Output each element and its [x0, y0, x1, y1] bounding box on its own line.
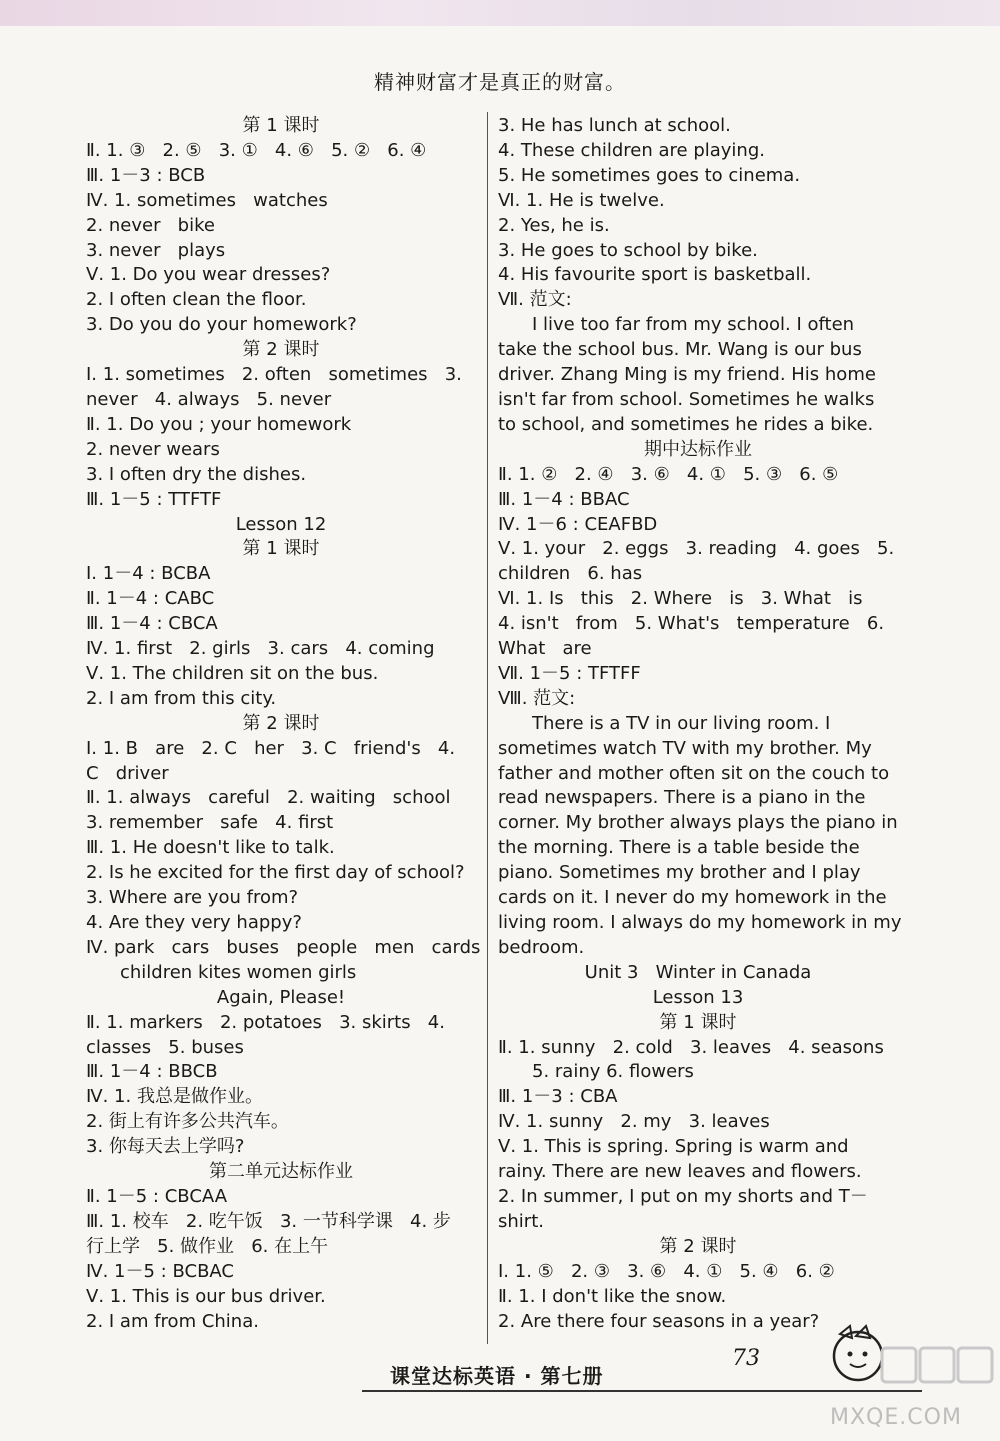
answer-line: Ⅵ. 1. Is this 2. Where is 3. What is	[498, 588, 863, 610]
answer-line: Ⅲ. 1. He doesn't like to talk.	[86, 837, 335, 859]
watermark-text: MXQE.COM	[830, 1405, 962, 1430]
answer-line: driver. Zhang Ming is my friend. His home	[498, 364, 876, 386]
answer-line: 2. Yes, he is.	[498, 214, 610, 236]
page-motto: 精神财富才是真正的财富。	[374, 70, 626, 94]
answer-line: Ⅱ. 1－4 : CABC	[86, 588, 215, 610]
answer-line: 4. isn't from 5. What's temperature 6.	[498, 613, 885, 635]
section-heading: 第 1 课时	[242, 115, 320, 136]
answer-line: Ⅳ. 1－5 : BCBAC	[86, 1260, 234, 1282]
answer-line: the morning. There is a table beside the	[498, 837, 860, 859]
answer-line: 3. He has lunch at school.	[498, 115, 731, 136]
answer-line: 2. Is he excited for the first day of school?	[86, 862, 465, 884]
answer-line: Ⅴ. 1. The children sit on the bus.	[86, 662, 379, 684]
answer-line: Ⅳ. 1－6 : CEAFBD	[498, 513, 658, 535]
answer-line: Ⅰ. 1. B are 2. C her 3. C friend's 4.	[86, 737, 456, 759]
answer-line: Ⅳ. 1. 我总是做作业。	[86, 1086, 263, 1108]
answer-line: Ⅴ. 1. This is spring. Spring is warm and	[498, 1136, 849, 1158]
answer-line: 2. 街上有许多公共汽车。	[86, 1111, 289, 1133]
answer-line: Ⅲ. 1－3 : BCB	[86, 164, 206, 186]
answer-line: Ⅲ. 1－4 : BBCB	[86, 1061, 218, 1083]
answer-line: Ⅲ. 1－4 : CBCA	[86, 613, 218, 635]
section-heading: 第 1 课时	[659, 1011, 737, 1033]
answer-line: 行上学 5. 做作业 6. 在上午	[86, 1235, 329, 1257]
answer-line: Ⅷ. 范文:	[498, 687, 576, 709]
answer-line: cards on it. I never do my homework in the	[498, 887, 887, 909]
answer-line: piano. Sometimes my brother and I play	[498, 862, 861, 884]
answer-line: shirt.	[498, 1210, 544, 1232]
answer-line: 3. Where are you from?	[86, 887, 299, 909]
answer-line: living room. I always do my homework in my	[498, 912, 902, 933]
answer-line: 2. never wears	[86, 438, 220, 460]
section-heading: 第 1 课时	[242, 538, 320, 560]
section-heading: Unit 3 Winter in Canada	[584, 961, 812, 983]
answer-line: Ⅱ. 1. ③ 2. ⑤ 3. ① 4. ⑥ 5. ② 6. ④	[86, 139, 427, 161]
answer-line: 2. never bike	[86, 214, 215, 236]
answer-line: Ⅵ. 1. He is twelve.	[498, 189, 665, 211]
section-heading: Lesson 12	[235, 513, 327, 535]
answer-line: 3. 你每天去上学吗?	[86, 1136, 245, 1158]
section-heading: 第 2 课时	[242, 339, 320, 361]
answer-line: There is a TV in our living room. I	[532, 712, 831, 734]
answer-line: bedroom.	[498, 936, 585, 958]
answer-line: 2. In summer, I put on my shorts and T－	[498, 1185, 868, 1207]
section-heading: 第 2 课时	[659, 1235, 737, 1257]
answer-line: to school, and sometimes he rides a bike.	[498, 413, 874, 435]
answer-line: sometimes watch TV with my brother. My	[498, 737, 872, 759]
answer-line: Ⅳ. 1. sunny 2. my 3. leaves	[498, 1111, 770, 1133]
section-heading: Lesson 13	[652, 986, 744, 1008]
answer-line: Ⅳ. 1. sometimes watches	[86, 189, 328, 211]
answer-line: classes 5. buses	[86, 1036, 244, 1058]
answer-line: 3. Do you do your homework?	[86, 314, 357, 336]
answer-line: Ⅶ. 范文:	[498, 289, 572, 311]
answer-line: children kites women girls	[120, 961, 357, 983]
answer-line: 5. rainy 6. flowers	[532, 1061, 694, 1083]
answer-line: Ⅰ. 1. sometimes 2. often sometimes 3.	[86, 364, 462, 386]
answer-line: Ⅰ. 1. ⑤ 2. ③ 3. ⑥ 4. ① 5. ④ 6. ②	[498, 1260, 835, 1282]
answer-line: Ⅳ. park cars buses people men cards	[86, 936, 481, 958]
answer-line: 2. I am from this city.	[86, 687, 277, 709]
answer-line: Ⅶ. 1－5 : TFTFF	[498, 662, 641, 684]
answer-line: What are	[498, 638, 592, 660]
answer-line: Ⅱ. 1. ② 2. ④ 3. ⑥ 4. ① 5. ③ 6. ⑤	[498, 463, 839, 485]
answer-line: 4. These children are playing.	[498, 139, 765, 161]
section-heading: 第 2 课时	[242, 712, 320, 734]
right-column	[498, 114, 902, 1334]
answer-line: Ⅱ. 1. I don't like the snow.	[498, 1285, 727, 1307]
answer-line: isn't far from school. Sometimes he walks	[498, 388, 875, 410]
answer-line: 4. Are they very happy?	[86, 912, 302, 933]
answer-line: Ⅱ. 1－5 : CBCAA	[86, 1185, 228, 1207]
answer-line: Ⅴ. 1. your 2. eggs 3. reading 4. goes 5.	[498, 538, 895, 560]
answer-line: Ⅲ. 1－3 : CBA	[498, 1086, 618, 1108]
answer-line: take the school bus. Mr. Wang is our bus	[498, 339, 862, 361]
answer-line: 3. never plays	[86, 239, 226, 261]
section-heading: 第二单元达标作业	[209, 1161, 353, 1183]
answer-line: Ⅴ. 1. This is our bus driver.	[86, 1285, 326, 1307]
answer-line: Ⅱ. 1. sunny 2. cold 3. leaves 4. seasons	[498, 1036, 884, 1058]
answer-line: Ⅱ. 1. always careful 2. waiting school	[86, 787, 451, 809]
answer-line: 2. I am from China.	[86, 1310, 259, 1332]
top-color-strip	[0, 0, 1000, 26]
answer-line: corner. My brother always plays the piano in	[498, 812, 898, 834]
answer-line: I live too far from my school. I often	[532, 314, 855, 336]
answer-line: father and mother often sit on the couch to	[498, 762, 890, 784]
answer-line: Ⅳ. 1. first 2. girls 3. cars 4. coming	[86, 638, 435, 660]
answer-line: read newspapers. There is a piano in the	[498, 787, 866, 809]
answer-line: 4. His favourite sport is basketball.	[498, 264, 812, 286]
page-number: 73	[732, 1346, 760, 1371]
answer-line: Ⅲ. 1. 校车 2. 吃午饭 3. 一节科学课 4. 步	[86, 1210, 451, 1232]
answer-line: 2. Are there four seasons in a year?	[498, 1310, 820, 1332]
answer-line: rainy. There are new leaves and flowers.	[498, 1161, 862, 1183]
answer-line: Ⅱ. 1. markers 2. potatoes 3. skirts 4.	[86, 1011, 445, 1033]
book-title: 课堂达标英语 · 第七册	[390, 1364, 604, 1388]
left-column	[86, 114, 481, 1334]
column-divider	[487, 112, 488, 1344]
answer-line: Ⅲ. 1－4 : BBAC	[498, 488, 630, 510]
section-heading: Again, Please!	[216, 986, 346, 1008]
section-heading: 期中达标作业	[644, 438, 752, 460]
answer-line: children 6. has	[498, 563, 643, 585]
answer-line: 2. I often clean the floor.	[86, 289, 307, 311]
answer-line: C driver	[86, 762, 169, 784]
answer-line: Ⅲ. 1－5 : TTFTF	[86, 488, 222, 510]
answer-line: 3. I often dry the dishes.	[86, 463, 307, 485]
answer-line: 5. He sometimes goes to cinema.	[498, 164, 801, 186]
answer-line: Ⅴ. 1. Do you wear dresses?	[86, 264, 331, 286]
answer-line: Ⅰ. 1－4 : BCBA	[86, 563, 211, 585]
answer-line: 3. He goes to school by bike.	[498, 239, 758, 261]
answer-line: Ⅱ. 1. Do you ; your homework	[86, 413, 352, 435]
answer-line: never 4. always 5. never	[86, 388, 332, 410]
answer-line: 3. remember safe 4. first	[86, 812, 334, 834]
